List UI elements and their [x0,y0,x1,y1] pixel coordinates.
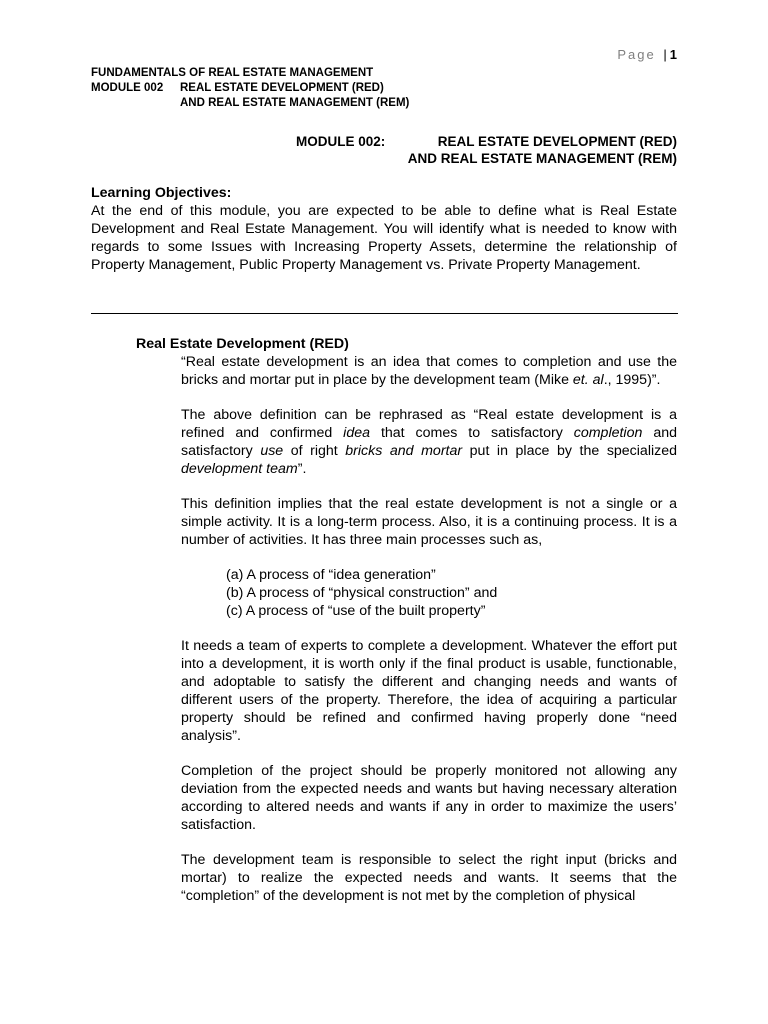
p2-text-e: put in place by the specialized [462,443,678,459]
p2-em-team: development team [181,461,298,477]
page-number-label [617,47,677,62]
p1-text-a: “Real estate development is an idea that comes to completion and use the bricks and mortar put in place by the development team (Mike [181,354,677,388]
section-divider [91,313,678,314]
paragraph-1 [181,353,677,389]
p2-em-use: use [260,443,284,459]
page-number: 1 [669,47,677,62]
paragraph-6: The development team is responsible to select the right input (bricks and mortar) to realize the expected needs and wants. It seems that the “completion” of the development is not met by the completion of physical [181,852,677,904]
objectives-text: At the end of this module, you are expected to be able to define what is Real Estate Development and Real Estate Management. You will identify what is needed to know with regards to some Issues with Increasing Property Assets, determine the relationship of Property Management, Public Property Management vs. Private Property Management. [91,203,677,273]
header-module-code: MODULE 002 [91,82,164,94]
p2-text-b: that comes to satisfactory [370,425,574,441]
p1-em: et. al [572,372,604,388]
page-separator: | [663,47,667,62]
section-title: Real Estate Development (RED) [136,336,349,352]
p2-text-f: ”. [297,461,307,477]
paragraph-3: This definition implies that the real estate development is not a single or a simple activity. It is a long-term process. Also, it is a continuing process. It is a number of activities. It has three main processes such as, [181,496,677,548]
p2-em-completion: completion [573,425,643,441]
paragraph-4: It needs a team of experts to complete a development. Whatever the effort put into a development, it is worth only if the final product is usable, functionable, and adoptable to satisfy the different and changing needs and wants of different users of the property. Therefore, the idea of acquiring a particular property should be refined and confirmed having properly done “need analysis”. [181,638,677,744]
page-prefix: Page [617,47,656,62]
p1-text-b: ., 1995)”. [603,372,661,388]
p2-text-a: The above definition can be rephrased as “Real estate development is a refined and confirmed [181,407,677,441]
list-item: (b) A process of “physical construction” and [226,585,498,601]
p2-text-d: of right [283,443,346,459]
header-module-line [91,81,409,96]
paragraph-5: Completion of the project should be properly monitored not allowing any deviation from the expected needs and wants but having necessary alteration according to altered needs and wants if any in order to maximize the users’ satisfaction. [181,763,677,833]
objectives-heading: Learning Objectives: [91,185,232,201]
header-module-name-line1: REAL ESTATE DEVELOPMENT (RED) [180,82,384,94]
process-list [226,566,677,620]
p2-em-idea: idea [343,425,370,441]
module-title-label: MODULE 002: [296,134,386,149]
learning-objectives [91,184,677,274]
section-body [181,353,677,922]
header-module-name-line2: AND REAL ESTATE MANAGEMENT (REM) [180,97,410,109]
module-title [290,133,677,167]
header-course-title: FUNDAMENTALS OF REAL ESTATE MANAGEMENT [91,67,374,79]
list-item: (c) A process of “use of the built property” [226,603,486,619]
paragraph-2 [181,406,677,478]
p2-text-c: and satisfactory [181,425,677,459]
module-title-line2: AND REAL ESTATE MANAGEMENT (REM) [407,151,677,166]
module-title-line1: REAL ESTATE DEVELOPMENT (RED) [437,134,677,149]
document-header [91,66,409,111]
p2-em-bricks: bricks and mortar [345,443,463,459]
list-item: (a) A process of “idea generation” [226,567,436,583]
